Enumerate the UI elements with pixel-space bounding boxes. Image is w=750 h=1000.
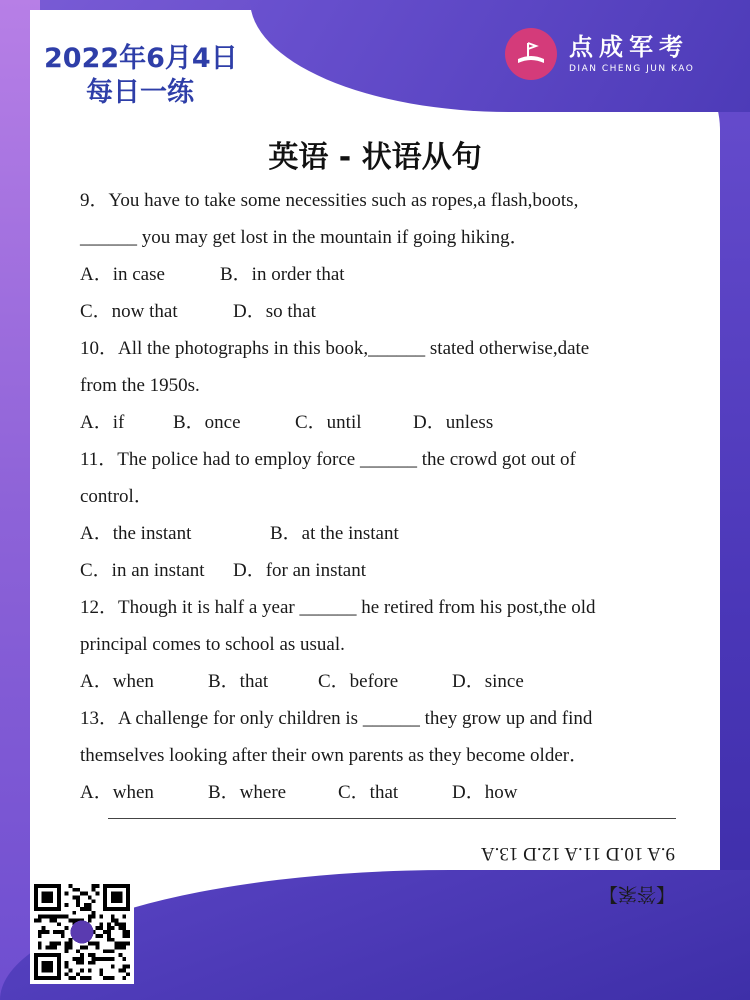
option-row	[80, 293, 680, 330]
question-line: 12．Though it is half a year ______ he retired from his post,the old	[80, 597, 596, 618]
date-text: 2022年6月4日	[44, 43, 238, 74]
question-line: from the 1950s.	[80, 375, 200, 396]
option-row	[80, 552, 680, 589]
brand-name: 点成军考	[569, 32, 689, 61]
option[interactable]: D．how	[452, 782, 518, 803]
brand-text	[569, 34, 694, 74]
question-line: principal comes to school as usual.	[80, 634, 345, 655]
option[interactable]: C．until	[295, 412, 362, 433]
option[interactable]: D．since	[452, 671, 524, 692]
option[interactable]: A．when	[80, 782, 154, 803]
book-heart-icon	[505, 28, 557, 80]
question-line: 10．All the photographs in this book,______ stated otherwise,date	[80, 338, 590, 359]
answers-label: 【答案】	[598, 883, 675, 904]
option[interactable]: C．in an instant	[80, 560, 205, 581]
question-line: 9．You have to take some necessities such as ropes,a flash,boots,	[80, 190, 579, 211]
qr-code-icon	[30, 880, 134, 984]
option-row	[80, 404, 680, 441]
question-line: ______ you may get lost in the mountain if going hiking．	[80, 227, 529, 248]
question-line: control．	[80, 486, 153, 507]
option[interactable]: D．for an instant	[233, 560, 366, 581]
daily-practice-text: 每日一练	[86, 76, 194, 108]
option[interactable]: C．before	[318, 671, 399, 692]
option[interactable]: A．if	[80, 412, 125, 433]
option[interactable]: B．that	[208, 671, 269, 692]
answer-divider	[108, 818, 676, 819]
brand-pinyin: DIAN CHENG JUN KAO	[569, 64, 695, 75]
option[interactable]: A．in case	[80, 264, 165, 285]
page-title: 英语 - 状语从句	[268, 140, 482, 175]
question-line: 13．A challenge for only children is ______ they grow up and find	[80, 708, 593, 729]
option[interactable]: B．in order that	[220, 264, 345, 285]
question-line: themselves looking after their own parents as they become older．	[80, 745, 589, 766]
option-row	[80, 256, 680, 293]
option-row	[80, 774, 680, 811]
question-line: 11．The police had to employ force ______ the crowd got out of	[80, 449, 576, 470]
option[interactable]: B．once	[173, 412, 241, 433]
option-row	[80, 663, 680, 700]
option[interactable]: C．that	[338, 782, 399, 803]
option[interactable]: C．now that	[80, 301, 178, 322]
option-row	[80, 515, 680, 552]
answers-text: 9.A 10.D 11.A 12.D 13.A	[480, 843, 675, 864]
header-date-block	[44, 42, 238, 110]
brand	[505, 28, 694, 80]
option[interactable]: D．so that	[233, 301, 316, 322]
option[interactable]: B．where	[208, 782, 287, 803]
option[interactable]: A．when	[80, 671, 154, 692]
option[interactable]: B．at the instant	[270, 523, 399, 544]
option[interactable]: D．unless	[413, 412, 494, 433]
option[interactable]: A．the instant	[80, 523, 192, 544]
question-list	[80, 182, 680, 811]
